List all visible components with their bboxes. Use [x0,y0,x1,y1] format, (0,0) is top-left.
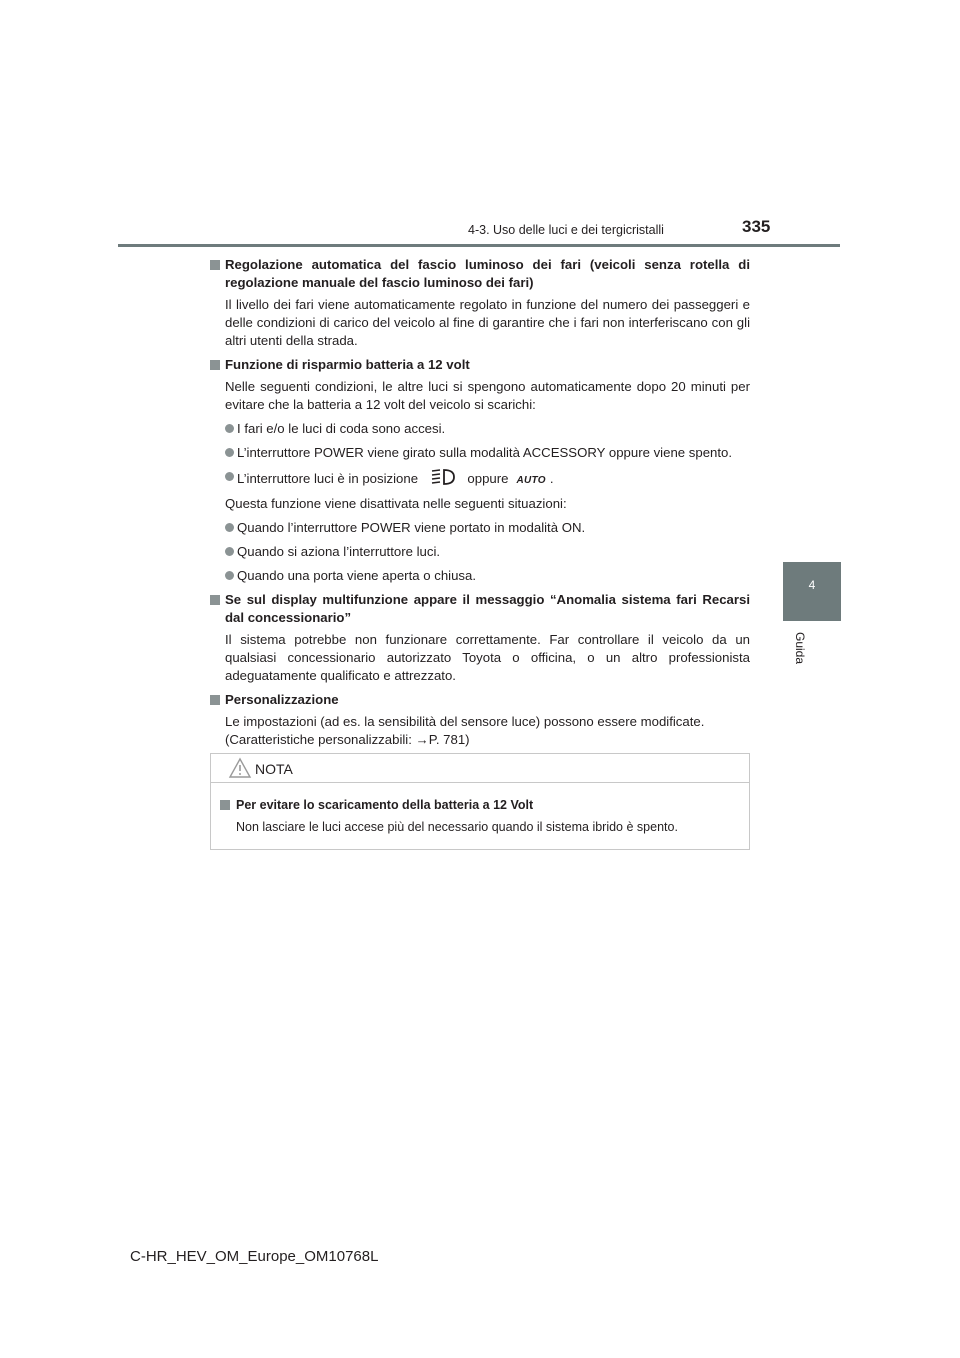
list-item: Quando una porta viene aperta o chiusa. [210,567,750,585]
list-item: I fari e/o le luci di coda sono accesi. [210,420,750,438]
square-bullet-icon [210,260,220,270]
main-content [210,254,750,749]
note-box [210,753,750,850]
round-bullet-icon [225,424,234,433]
note-header [211,754,749,783]
footer-document-code: C-HR_HEV_OM_Europe_OM10768L [130,1248,379,1265]
headlight-icon [430,468,456,491]
square-bullet-icon [220,800,230,810]
section-body: Questa funzione viene disattivata nelle seguenti situazioni: [225,496,567,511]
square-bullet-icon [210,695,220,705]
section-heading: Se sul display multifunzione appare il messaggio “Anomalia sistema fari Recarsi dal concessionario” [210,591,750,627]
section-body: Nelle seguenti condizioni, le altre luci si spengono automaticamente dopo 20 minuti per evitare che la batteria a 12 volt del veicolo si scarichi: [225,379,750,412]
list-item: L’interruttore POWER viene girato sulla modalità ACCESSORY oppure viene spento. [210,444,750,462]
list-item: Quando l’interruttore POWER viene portato in modalità ON. [210,519,750,537]
warning-triangle-icon [228,757,252,784]
note-section [220,796,740,836]
note-title: NOTA [255,761,293,777]
header-section-title: 4-3. Uso delle luci e dei tergicristalli [468,223,664,237]
auto-icon: AUTO [516,474,546,486]
section-body: Il sistema potrebbe non funzionare correttamente. Far controllare il veicolo da un qualsiasi concessionario autorizzato Toyota o officina, o un altro professionista adeguatamente qualificato e attrezzato. [225,632,750,683]
section-body: Le impostazioni (ad es. la sensibilità del sensore luce) possono essere modificate. [225,714,705,729]
list-item: Quando si aziona l’interruttore luci. [210,543,750,561]
round-bullet-icon [225,472,234,481]
round-bullet-icon [225,571,234,580]
header-rule [118,244,840,247]
square-bullet-icon [210,595,220,605]
page-number: 335 [742,217,771,236]
round-bullet-icon [225,523,234,532]
round-bullet-icon [225,448,234,457]
square-bullet-icon [210,360,220,370]
note-heading: Per evitare lo scaricamento della batteria a 12 Volt [236,798,534,812]
section-heading: Regolazione automatica del fascio luminoso dei fari (veicoli senza rotella di regolazione manuale del fascio luminoso dei fari) [210,256,750,292]
section-heading: Funzione di risparmio batteria a 12 volt [210,356,750,374]
section-heading: Personalizzazione [210,691,750,709]
chapter-tab-label: Guida [793,632,807,665]
note-body: Non lasciare le luci accese più del necessario quando il sistema ibrido è spento. [236,820,678,834]
section-body: (Caratteristiche personalizzabili: →P. 781) [225,732,470,747]
chapter-tab-number: 4 [808,578,816,592]
round-bullet-icon [225,547,234,556]
list-item: L’interruttore luci è in posizione oppure AUTO . [210,468,750,491]
section-body: Il livello dei fari viene automaticamente regolato in funzione del numero dei passeggeri e delle condizioni di carico del veicolo al fine di garantire che i fari non interferiscano con gli altri utenti della strada. [225,297,750,348]
